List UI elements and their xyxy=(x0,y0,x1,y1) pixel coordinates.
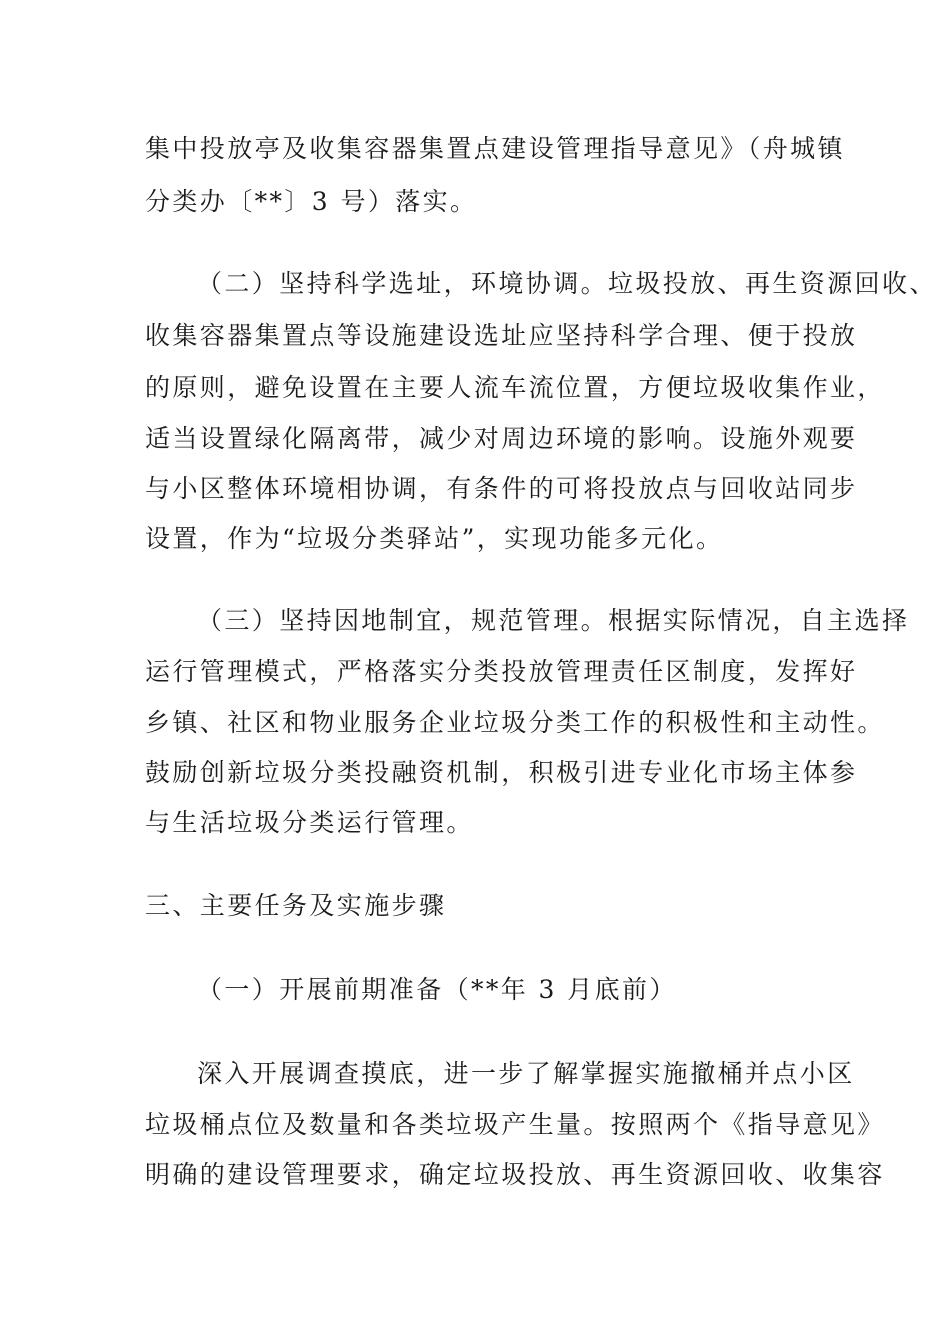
chapter-heading: 三、主要任务及实施步骤 xyxy=(145,891,447,920)
paragraph-line: 收集容器集置点等设施建设选址应坚持科学合理、便于投放 xyxy=(145,321,858,350)
paragraph-line: 鼓励创新垃圾分类投融资机制，积极引进专业化市场主体参 xyxy=(145,758,858,787)
paragraph-line: 集中投放亭及收集容器集置点建设管理指导意见》（舟城镇 xyxy=(145,134,845,163)
section-heading-line: （三）坚持因地制宜，规范管理。根据实际情况，自主选择 xyxy=(197,606,910,635)
paragraph-line: 适当设置绿化隔离带，减少对周边环境的影响。设施外观要 xyxy=(145,424,858,453)
paragraph-line: 运行管理模式，严格落实分类投放管理责任区制度，发挥好 xyxy=(145,657,858,686)
paragraph-line: 与生活垃圾分类运行管理。 xyxy=(145,808,474,837)
paragraph-line: 明确的建设管理要求，确定垃圾投放、再生资源回收、收集容 xyxy=(145,1160,885,1189)
paragraph-line: 与小区整体环境相协调，有条件的可将投放点与回收站同步 xyxy=(145,474,858,503)
subsection-heading: （一）开展前期准备（**年 3 月底前） xyxy=(197,975,677,1004)
paragraph-line: 设置，作为“垃圾分类驿站”，实现功能多元化。 xyxy=(145,524,724,553)
paragraph-line: 分类办〔**〕3 号）落实。 xyxy=(145,187,478,216)
paragraph-line: 的原则，避免设置在主要人流车流位置，方便垃圾收集作业， xyxy=(145,373,885,402)
paragraph-line: 垃圾桶点位及数量和各类垃圾产生量。按照两个《指导意见》 xyxy=(145,1110,885,1139)
paragraph-line: 乡镇、社区和物业服务企业垃圾分类工作的积极性和主动性。 xyxy=(145,708,885,737)
paragraph-line: 深入开展调查摸底，进一步了解掌握实施撤桶并点小区 xyxy=(197,1059,855,1088)
section-heading-line: （二）坚持科学选址，环境协调。垃圾投放、再生资源回收、 xyxy=(197,269,937,298)
